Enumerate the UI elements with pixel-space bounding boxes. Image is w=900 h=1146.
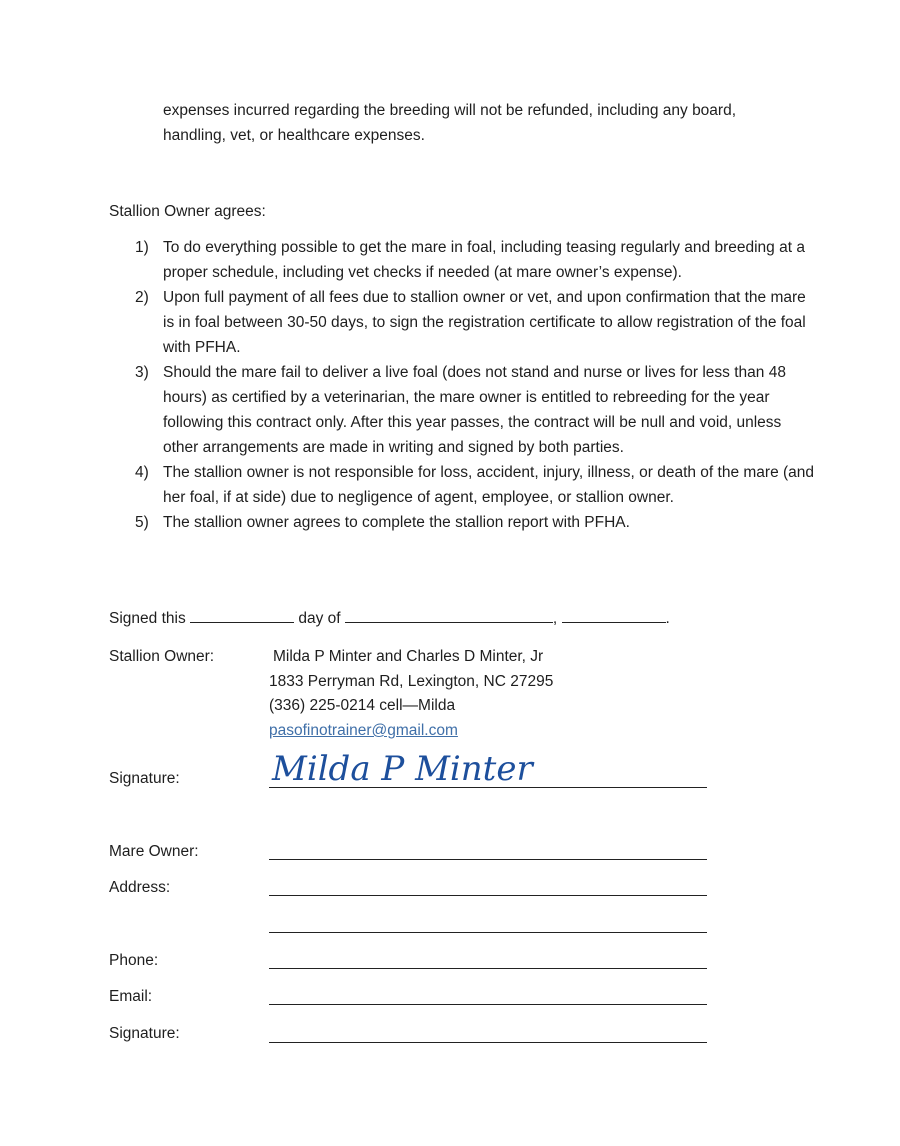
item-text: Should the mare fail to deliver a live foal (does not stand and nurse or lives for less than 48 hours) as certified by a veterinarian, the mare owner is entitled to rebreeding for the year following this contract only. After this year passes, the contract will be null and void, unless other arrangements are made in writing and signed by both parties. [163, 364, 786, 456]
mare-owner-line[interactable] [269, 859, 707, 860]
day-of-label: day of [298, 610, 341, 627]
stallion-signature-label: Signature: [109, 770, 180, 787]
item-text: To do everything possible to get the mare in foal, including teasing regularly and breeding at a proper schedule, including vet checks if needed (at mare owner’s expense). [163, 239, 805, 281]
stallion-agrees-heading: Stallion Owner agrees: [109, 203, 266, 220]
handwritten-signature [268, 742, 558, 792]
intro-continuation: expenses incurred regarding the breeding will not be refunded, including any board, handling, vet, or healthcare expenses. [163, 102, 737, 144]
email-label: Email: [109, 988, 153, 1005]
list-item [135, 285, 815, 360]
stallion-owner-label: Stallion Owner: [109, 648, 215, 665]
item-number: 1) [135, 239, 149, 256]
stallion-owner-address: 1833 Perryman Rd, Lexington, NC 27295 [269, 673, 554, 690]
date-period: . [665, 610, 670, 627]
item-text: The stallion owner agrees to complete the stallion report with PFHA. [163, 514, 630, 531]
month-blank[interactable] [345, 608, 553, 623]
email-line[interactable] [269, 1004, 707, 1005]
stallion-owner-email-link[interactable]: pasofinotrainer@gmail.com [269, 722, 458, 739]
list-item [135, 360, 815, 460]
phone-line[interactable] [269, 968, 707, 969]
list-item [135, 235, 815, 285]
item-number: 4) [135, 464, 149, 481]
item-text: Upon full payment of all fees due to stallion owner or vet, and upon confirmation that the mare is in foal between 30-50 days, to sign the registration certificate to allow registration of the foal with PFHA. [163, 289, 806, 356]
phone-label: Phone: [109, 952, 159, 969]
list-item [135, 460, 815, 510]
item-number: 2) [135, 289, 149, 306]
address-line-2[interactable] [269, 932, 707, 933]
stallion-agrees-list [135, 235, 815, 535]
item-number: 5) [135, 514, 149, 531]
stallion-owner-names: Milda P Minter and Charles D Minter, Jr [273, 648, 544, 665]
stallion-owner-phone: (336) 225-0214 cell—Milda [269, 697, 456, 714]
signature-text: Milda P Minter [272, 749, 533, 789]
year-blank[interactable] [562, 608, 666, 623]
mare-owner-label: Mare Owner: [109, 843, 199, 860]
address-label: Address: [109, 879, 171, 896]
date-comma: , [552, 610, 558, 627]
day-blank[interactable] [190, 608, 294, 623]
item-text: The stallion owner is not responsible for loss, accident, injury, illness, or death of the mare (and her foal, if at side) due to negligence of agent, employee, or stallion owner. [163, 464, 815, 506]
stallion-signature-line[interactable] [269, 787, 707, 788]
signed-this-label: Signed this [109, 610, 186, 627]
list-item [135, 510, 815, 535]
mare-signature-label: Signature: [109, 1025, 180, 1042]
address-line-1[interactable] [269, 895, 707, 896]
item-number: 3) [135, 364, 149, 381]
signed-date-line [109, 606, 670, 631]
mare-signature-line[interactable] [269, 1042, 707, 1043]
